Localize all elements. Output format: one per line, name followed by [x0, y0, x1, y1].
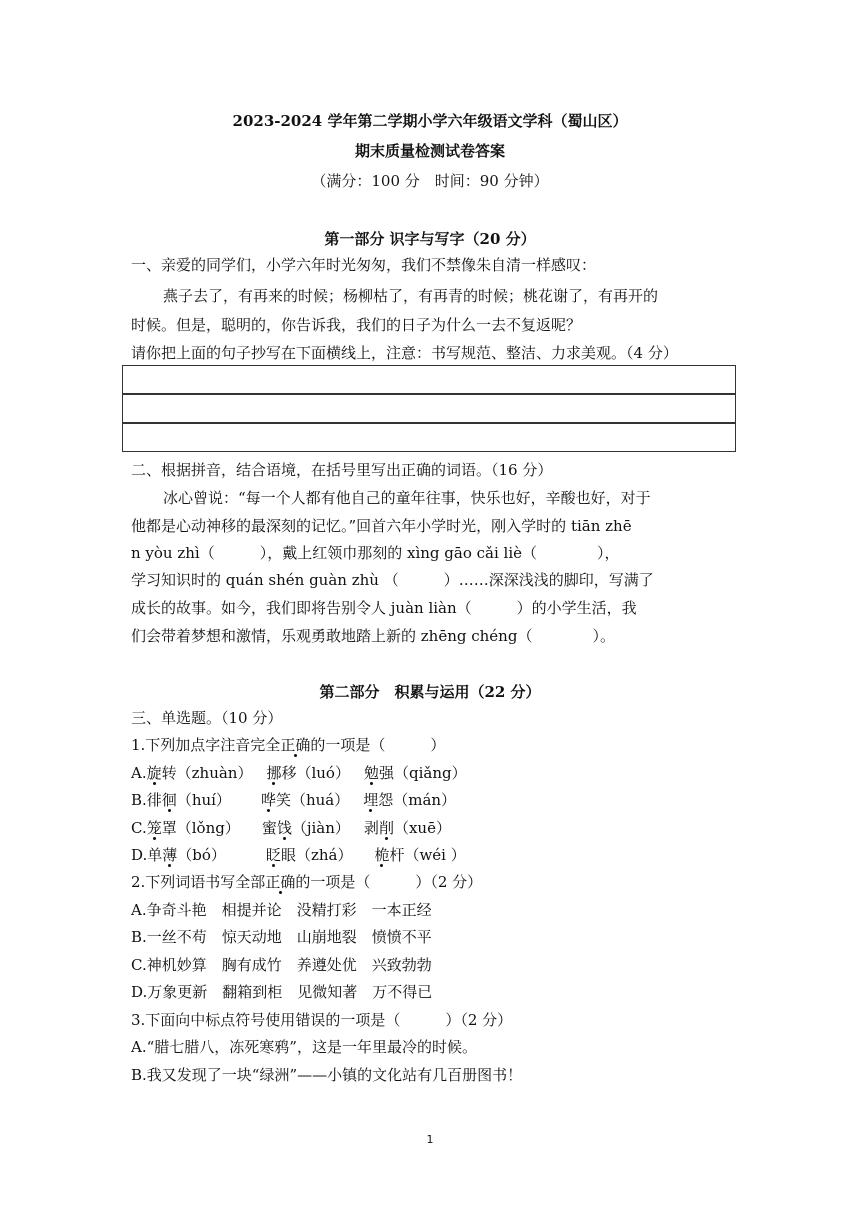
q2-passage-line6: 们会带着梦想和激情，乐观勇敢地踏上新的 zhēng chéng（ ）。	[131, 627, 615, 645]
q2-passage-line4: 学习知识时的 quán shén guàn zhù （ ）……深深浅浅的脚印，写满了	[131, 571, 654, 589]
q2-passage-line1: 冰心曾说：“每一个人都有他自己的童年往事，快乐也好，辛酸也好，对于	[163, 489, 651, 507]
exam-subtitle: 期末质量检测试卷答案	[354, 142, 505, 160]
dotted-char: 眨	[265, 846, 281, 864]
option-text: 蜜	[261, 819, 277, 837]
dotted-char: 薄	[162, 846, 178, 864]
mc2-stem-dotted: 正确	[265, 873, 296, 891]
q1-quote-line1: 燕子去了，有再来的时候；杨柳枯了，有再青的时候；桃花谢了，有再开的	[163, 287, 659, 305]
part1-heading: 第一部分 识字与写字（20 分）	[324, 230, 536, 248]
option-text: B.徘	[131, 791, 162, 809]
dotted-char: 笼	[146, 819, 162, 837]
mc3-option-a[interactable]: A.“腊七腊八，冻死寒鸦”，这是一年里最冷的时候。	[131, 1038, 477, 1056]
option-text: 剥	[363, 819, 379, 837]
dotted-char: 旋	[146, 764, 162, 782]
dotted-char: 饯	[276, 819, 292, 837]
option-text: 转（zhuàn）	[161, 764, 253, 782]
option-text: D.单	[131, 846, 163, 864]
mc2-option-d[interactable]: D.万象更新 翻箱到柜 见微知著 万不得已	[131, 983, 433, 1001]
dotted-char: 削	[378, 819, 394, 837]
mc1-option-d[interactable]	[131, 845, 731, 865]
option-text: （bó）	[177, 846, 226, 864]
mc3-option-b[interactable]: B.我又发现了一块“绿洲”——小镇的文化站有几百册图书！	[131, 1066, 523, 1084]
mc1-option-a[interactable]	[131, 763, 731, 783]
mc1-option-c[interactable]	[131, 818, 731, 838]
mc1-stem	[131, 735, 731, 755]
option-text: 怨（mán）	[378, 791, 457, 809]
option-text: 罩（lǒng）	[161, 819, 240, 837]
dotted-char: 埋	[363, 791, 379, 809]
dotted-char: 徊	[161, 791, 177, 809]
option-label: A.	[131, 764, 147, 782]
mc1-stem-dotted: 正确	[280, 736, 311, 754]
mc1-option-b[interactable]	[131, 790, 731, 810]
mc2-option-c[interactable]: C.神机妙算 胸有成竹 养遵处优 兴致勃勃	[131, 956, 432, 974]
mc2-stem-text-b: 的一项是（ ）（2 分）	[295, 873, 483, 891]
copy-line-3[interactable]	[122, 423, 736, 452]
mc2-option-b[interactable]: B.一丝不苟 惊天动地 山崩地裂 愤愤不平	[131, 928, 432, 946]
mc2-stem-text: 2.下列词语书写全部	[131, 873, 266, 891]
exam-meta: （满分：100 分 时间：90 分钟）	[311, 172, 549, 190]
option-text: 眼（zhá）	[280, 846, 353, 864]
dotted-char: 桅	[374, 846, 390, 864]
q2-passage-line3: n yòu zhì（ ），戴上红领巾那刻的 xìng gāo cǎi liè（ ），	[131, 544, 620, 562]
q2-intro: 二、根据拼音，结合语境，在括号里写出正确的词语。（16 分）	[131, 461, 553, 479]
copy-line-2[interactable]	[122, 394, 736, 423]
q3-intro: 三、单选题。（10 分）	[131, 709, 283, 727]
option-text: 杆（wéi ）	[389, 846, 466, 864]
dotted-char: 哗	[260, 791, 276, 809]
option-text: 移（luó）	[281, 764, 350, 782]
q1-quote-line2: 时候。但是，聪明的，你告诉我，我们的日子为什么一去不复返呢？	[131, 316, 582, 334]
mc3-stem: 3.下面向中标点符号使用错误的一项是（ ）（2 分）	[131, 1011, 513, 1029]
mc2-stem	[131, 872, 731, 892]
dotted-char: 挪	[266, 764, 282, 782]
option-text: 强（qiǎng）	[378, 764, 467, 782]
mc2-option-a[interactable]: A.争奇斗艳 相提并论 没精打彩 一本正经	[131, 901, 432, 919]
dotted-char: 勉	[363, 764, 379, 782]
option-text: （jiàn）	[291, 819, 350, 837]
exam-title: 2023-2024 学年第二学期小学六年级语文学科（蜀山区）	[232, 112, 628, 130]
page-number: 1	[426, 1133, 434, 1146]
option-text: （xuē）	[393, 819, 451, 837]
q1-task: 请你把上面的句子抄写在下面横线上，注意：书写规范、整洁、力求美观。（4 分）	[131, 344, 678, 362]
q1-intro: 一、亲爱的同学们，小学六年时光匆匆，我们不禁像朱自清一样感叹：	[131, 256, 597, 274]
q2-passage-line2: 他都是心动神移的最深刻的记忆。”回首六年小学时光，刚入学时的 tiān zhē	[131, 517, 632, 535]
option-label: C.	[131, 819, 147, 837]
part2-heading: 第二部分 积累与运用（22 分）	[319, 683, 541, 701]
option-text: 笑（huá）	[275, 791, 350, 809]
mc1-stem-text: 1.下列加点字注音完全	[131, 736, 281, 754]
option-text: （huí）	[176, 791, 231, 809]
copy-line-1[interactable]	[122, 365, 736, 394]
mc1-stem-text-b: 的一项是（ ）	[310, 736, 446, 754]
q2-passage-line5: 成长的故事。如今，我们即将告别令人 juàn liàn（ ）的小学生活，我	[131, 599, 637, 617]
